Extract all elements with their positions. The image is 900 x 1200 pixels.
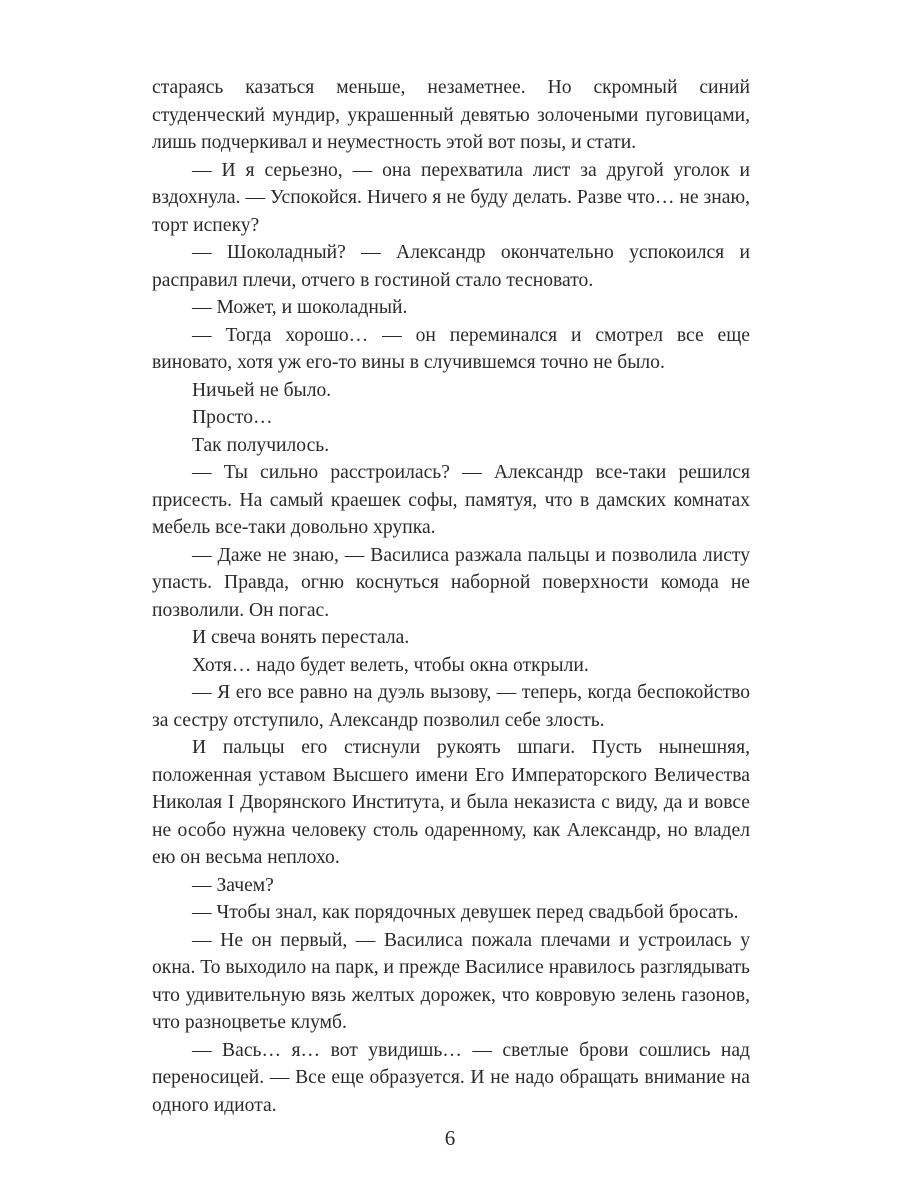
paragraph: — Тогда хорошо… — он переминался и смотрел все еще виновато, хотя уж его-то вины в случившемся точно не было. (152, 324, 750, 373)
paragraph: Так получилось. (192, 434, 330, 456)
paragraph: — Даже не знаю, — Василиса разжала пальцы и позволила листу упасть. Правда, огню коснуться наборной поверхности комода не позволили. Он погас. (152, 544, 750, 621)
paragraph: Хотя… надо будет велеть, чтобы окна открыли. (192, 654, 589, 676)
paragraph: — Ты сильно расстроилась? — Александр все-таки решился присесть. На самый краешек софы, памятуя, что в дамских комнатах мебель все-таки довольно хрупка. (152, 462, 750, 538)
paragraph: — Может, и шоколадный. (192, 297, 408, 318)
paragraph: Просто… (192, 407, 273, 428)
paragraph: Ничьей не было. (192, 379, 332, 401)
paragraph: — Шоколадный? — Александр окончательно успокоился и расправил плечи, отчего в гостиной стало тесновато. (152, 242, 750, 291)
paragraph: — Чтобы знал, как порядочных девушек перед свадьбой бросать. (192, 902, 739, 923)
body-text (152, 74, 750, 1119)
paragraph: — Не он первый, — Василиса пожала плечами и устроилась у окна. То выходило на парк, и прежде Василисе нравилось разглядывать что удивительную вязь желтых дорожек, что ковровую зелень газонов, что разноцветье клумб. (152, 929, 750, 1033)
paragraph: И свеча вонять перестала. (192, 627, 410, 648)
paragraph: — И я серьезно, — она перехватила лист за другой уголок и вздохнула. — Успокойся. Ничего я не буду делать. Разве что… не знаю, торт испеку? (152, 159, 750, 236)
paragraph: — Зачем? (192, 874, 274, 896)
paragraph: стараясь казаться меньше, незаметнее. Но скромный синий студенческий мундир, украшенный девятью золочеными пуговицами, лишь подчеркивал и неуместность этой вот позы, и стати. (152, 77, 750, 153)
paragraph: — Я его все равно на дуэль вызову, — теперь, когда беспокойство за сестру отступило, Александр позволил себе злость. (152, 682, 750, 731)
paragraph: — Вась… я… вот увидишь… — светлые брови сошлись над переносицей. — Все еще образуется. И не надо обращать внимание на одного идиота. (152, 1039, 750, 1116)
paragraph: И пальцы его стиснули рукоять шпаги. Пусть нынешняя, положенная уставом Высшего имени Его Императорского Величества Николая I Дворянского Института, и была неказиста с виду, да и вовсе не особо нужна человеку столь одаренному, как Александр, но владел ею он весьма неплохо. (152, 737, 750, 868)
page-number: 6 (444, 1126, 456, 1150)
